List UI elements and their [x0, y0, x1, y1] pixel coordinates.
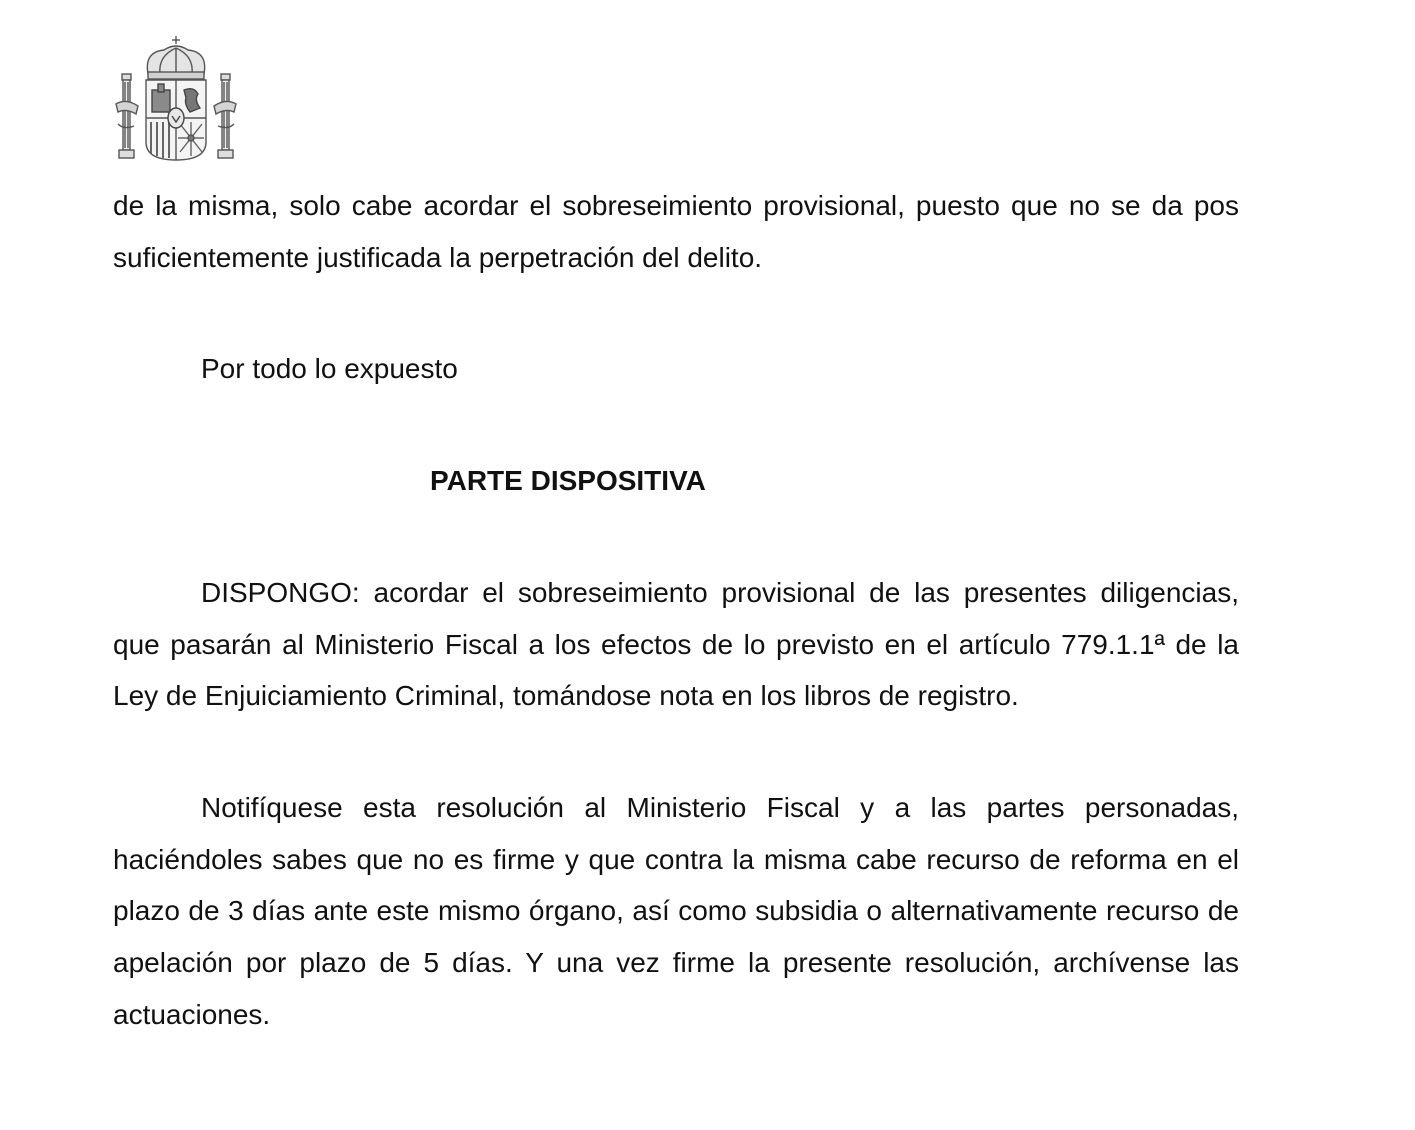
spacer	[113, 507, 1239, 567]
paragraph-dispongo: DISPONGO: acordar el sobreseimiento provisional de las presentes diligencias, que pasarán al Ministerio Fiscal a los efectos de lo previsto en el artículo 779.1.1ª de la Ley de Enjuiciamiento Criminal, tomándose nota en los libros de registro.	[113, 576, 1239, 712]
paragraph-por-todo: Por todo lo expuesto	[201, 353, 458, 385]
paragraph-notifiquese: Notifíquese esta resolución al Ministerio Fiscal y a las partes personadas, haciéndoles sabes que no es firme y que contra la misma cabe recurso de reforma en el plazo de 3 días ante este mismo órgano, así como subsidia o alternativamente recurso de apelación por plazo de 5 días. Y una vez firme la presente resolución, archívense las actuaciones.	[113, 791, 1239, 1030]
paragraph-continuation: de la misma, solo cabe acordar el sobreseimiento provisional, puesto que no se da pos suficientemente justificada la perpetración del delito.	[113, 190, 1239, 273]
section-heading: PARTE DISPOSITIVA	[430, 465, 706, 497]
spacer	[113, 395, 1239, 455]
document-body	[113, 180, 1239, 1040]
coat-of-arms-icon	[114, 34, 238, 164]
spacer	[113, 722, 1239, 782]
spacer	[113, 283, 1239, 343]
